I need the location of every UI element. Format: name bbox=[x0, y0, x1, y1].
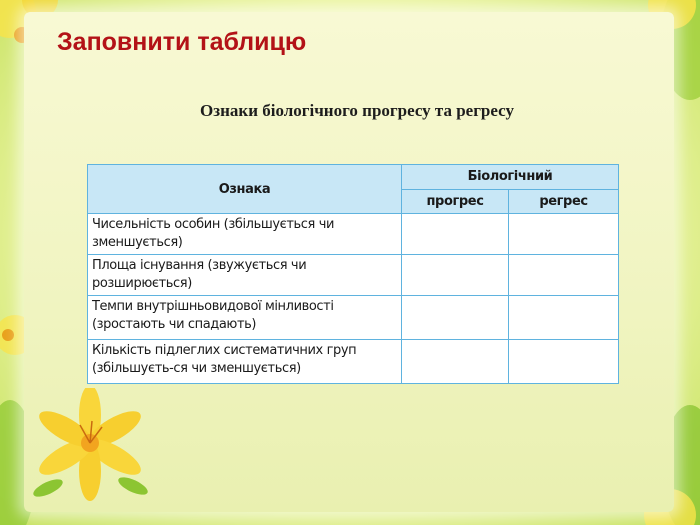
table-row bbox=[88, 296, 619, 340]
lily-flower-icon bbox=[28, 388, 153, 503]
header-regress: регрес bbox=[509, 189, 619, 214]
row-sign-cell: Чисельність особин (збільшується чи зменшується) bbox=[88, 214, 402, 255]
row-sign-cell: Площа існування (звужується чи розширюється) bbox=[88, 255, 402, 296]
table-caption: Ознаки біологічного прогресу та регресу bbox=[200, 101, 514, 120]
table-row bbox=[88, 255, 619, 296]
table-row bbox=[88, 340, 619, 384]
header-progress: прогрес bbox=[402, 189, 509, 214]
progress-cell[interactable] bbox=[402, 214, 509, 255]
progress-cell[interactable] bbox=[402, 340, 509, 384]
progress-cell[interactable] bbox=[402, 255, 509, 296]
slide-title: Заповнити таблицю bbox=[57, 28, 307, 56]
row-sign-cell: Темпи внутрішньовидової мінливості (зростають чи спадають) bbox=[88, 296, 402, 340]
regress-cell[interactable] bbox=[509, 214, 619, 255]
signs-table bbox=[87, 164, 618, 384]
regress-cell[interactable] bbox=[509, 340, 619, 384]
signs-table-grid bbox=[87, 164, 619, 384]
header-biological: Біологічний bbox=[402, 165, 619, 190]
header-sign: Ознака bbox=[88, 165, 402, 214]
table-row bbox=[88, 214, 619, 255]
progress-cell[interactable] bbox=[402, 296, 509, 340]
row-sign-cell: Кількість підлеглих систематичних груп (збільшуєть-ся чи зменшується) bbox=[88, 340, 402, 384]
regress-cell[interactable] bbox=[509, 296, 619, 340]
regress-cell[interactable] bbox=[509, 255, 619, 296]
